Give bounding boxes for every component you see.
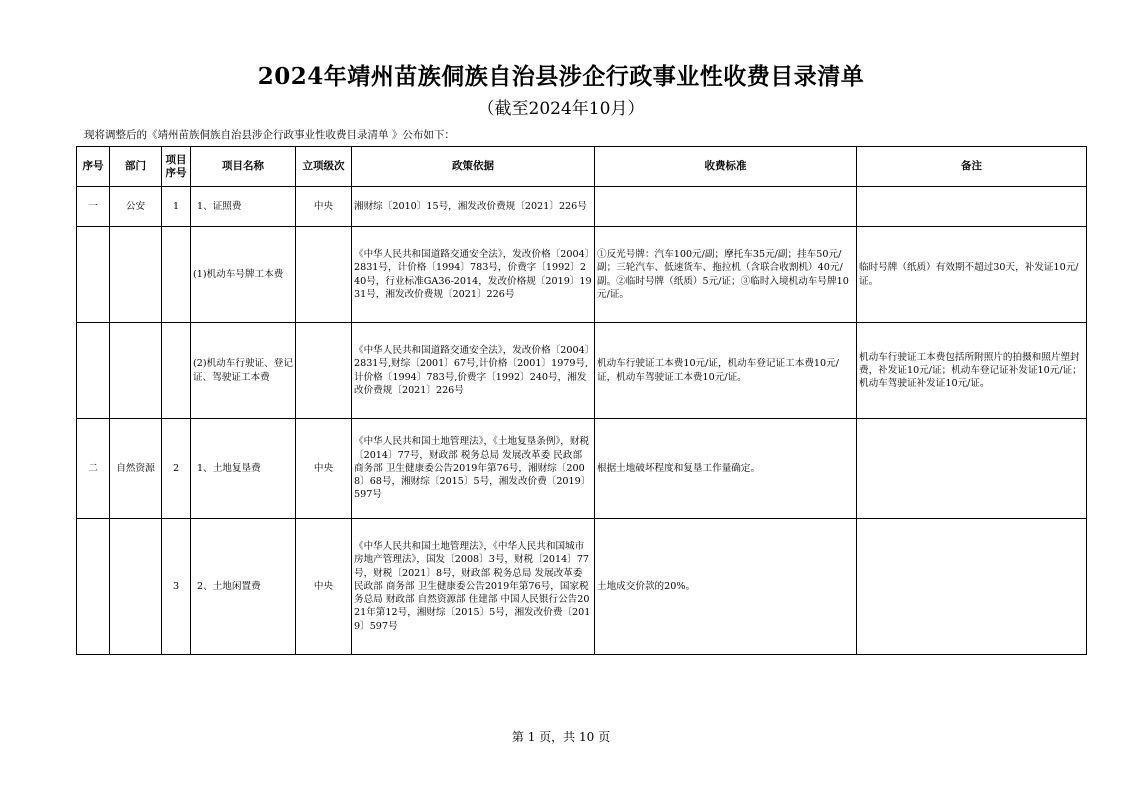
cell-policy: 湘财综〔2010〕15号，湘发改价费规〔2021〕226号 xyxy=(352,187,595,227)
cell-level xyxy=(296,227,352,323)
cell-standard: ①反光号牌：汽车100元/副；摩托车35元/副；挂车50元/副；三轮汽车、低速货车、拖拉机（含联合收割机）40元/副。②临时号牌（纸质）5元/证；③临时入境机动车号牌10元/证。 xyxy=(595,227,857,323)
header-standard: 收费标准 xyxy=(595,147,857,187)
cell-item-seq: 3 xyxy=(162,519,191,655)
cell-seq xyxy=(77,227,110,323)
document-subtitle: （截至2024年10月） xyxy=(477,99,645,119)
header-item-seq: 项目序号 xyxy=(162,147,191,187)
cell-dept xyxy=(110,227,162,323)
cell-remarks: 临时号牌（纸质）有效期不超过30天，补发证10元/证。 xyxy=(857,227,1087,323)
header-remarks: 备注 xyxy=(857,147,1087,187)
header-level: 立项级次 xyxy=(296,147,352,187)
cell-item-seq: 1 xyxy=(162,187,191,227)
document-title: 2024年靖州苗族侗族自治县涉企行政事业性收费目录清单 xyxy=(257,63,865,90)
cell-level xyxy=(296,323,352,419)
cell-policy: 《中华人民共和国土地管理法》，《中华人民共和国城市房地产管理法》，国发〔2008〕3号，财税〔2014〕77号，财税〔2021〕8号，财政部 税务总局 发展改革委 民政部 商务部 卫生健康委公告2019年第76号，国家税务总局 财政部 自然资源部 住建部 中国人民银行公告2021年第12号，湘财综〔2015〕5号，湘发改价费〔2019〕597号 xyxy=(352,519,595,655)
cell-policy: 《中华人民共和国道路交通安全法》，发改价格〔2004〕2831号,财综〔2001〕67号,计价格〔2001〕1979号,计价格〔1994〕783号,价费字〔1992〕240号，湘发改价费规〔2021〕226号 xyxy=(352,323,595,419)
cell-level: 中央 xyxy=(296,419,352,519)
cell-item-name: 1、土地复垦费 xyxy=(191,419,296,519)
cell-seq: 二 xyxy=(77,419,110,519)
cell-dept: 自然资源 xyxy=(110,419,162,519)
cell-item-seq xyxy=(162,227,191,323)
header-policy: 政策依据 xyxy=(352,147,595,187)
cell-remarks: 机动车行驶证工本费包括所附照片的拍摄和照片塑封费，补发证10元/证；机动车登记证补发证10元/证；机动车驾驶证补发证10元/证。 xyxy=(857,323,1087,419)
cell-standard: 土地成交价款的20%。 xyxy=(595,519,857,655)
header-seq: 序号 xyxy=(77,147,110,187)
cell-standard: 根据土地破坏程度和复垦工作量确定。 xyxy=(595,419,857,519)
cell-remarks xyxy=(857,419,1087,519)
cell-remarks xyxy=(857,187,1087,227)
table-row xyxy=(77,187,1087,227)
cell-level: 中央 xyxy=(296,519,352,655)
cell-seq xyxy=(77,323,110,419)
table-row xyxy=(77,227,1087,323)
cell-item-name: 2、土地闲置费 xyxy=(191,519,296,655)
fee-catalog-table xyxy=(76,146,1087,655)
page-number: 第 1 页，共 10 页 xyxy=(511,730,611,744)
cell-policy: 《中华人民共和国土地管理法》，《土地复垦条例》，财税〔2014〕77号，财政部 税务总局 发展改革委 民政部 商务部 卫生健康委公告2019年第76号，湘财综〔2008〕68号，湘财综〔2015〕5号，湘发改价费〔2019〕597号 xyxy=(352,419,595,519)
table-row xyxy=(77,519,1087,655)
cell-item-seq xyxy=(162,323,191,419)
cell-dept: 公安 xyxy=(110,187,162,227)
cell-item-name: 1、证照费 xyxy=(191,187,296,227)
cell-seq: 一 xyxy=(77,187,110,227)
cell-remarks xyxy=(857,519,1087,655)
cell-item-name: (2)机动车行驶证、登记证、驾驶证工本费 xyxy=(191,323,296,419)
table-header-row xyxy=(77,147,1087,187)
intro-text: 现将调整后的《靖州苗族侗族自治县涉企行政事业性收费目录清单 》公布如下： xyxy=(84,129,455,141)
cell-seq xyxy=(77,519,110,655)
table-row xyxy=(77,323,1087,419)
cell-policy: 《中华人民共和国道路交通安全法》，发改价格〔2004〕2831号，计价格〔1994〕783号，价费字〔1992〕240号，行业标准GA36-2014，发改价格规〔2019〕1931号，湘发改价费规〔2021〕226号 xyxy=(352,227,595,323)
cell-standard: 机动车行驶证工本费10元/证，机动车登记证工本费10元/证，机动车驾驶证工本费10元/证。 xyxy=(595,323,857,419)
cell-level: 中央 xyxy=(296,187,352,227)
cell-item-name: (1)机动车号牌工本费 xyxy=(191,227,296,323)
cell-standard xyxy=(595,187,857,227)
cell-dept xyxy=(110,519,162,655)
cell-item-seq: 2 xyxy=(162,419,191,519)
header-dept: 部门 xyxy=(110,147,162,187)
header-item-name: 项目名称 xyxy=(191,147,296,187)
cell-dept xyxy=(110,323,162,419)
table-row xyxy=(77,419,1087,519)
